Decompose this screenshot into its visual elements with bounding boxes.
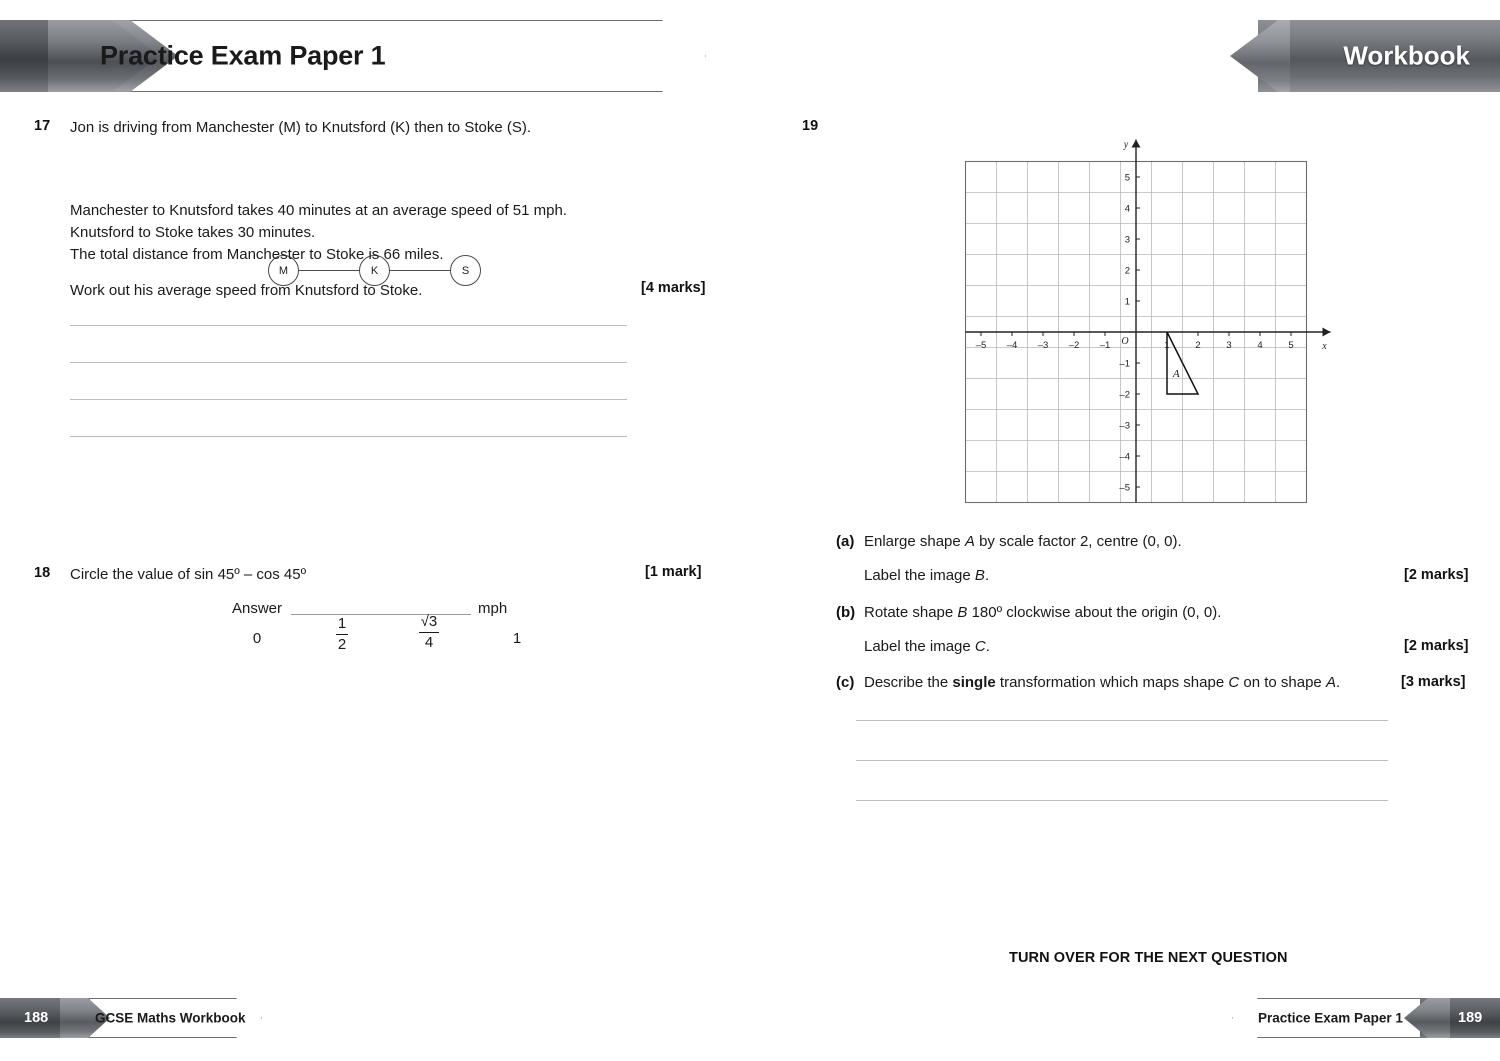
- x-tick-label: 3: [1226, 340, 1232, 351]
- fraction-bar: [419, 632, 440, 633]
- footer-page-number-right: 189: [1458, 1010, 1483, 1026]
- fraction-one-half: [336, 616, 348, 653]
- option-0[interactable]: 0: [252, 630, 262, 647]
- answer-unit: mph: [478, 600, 508, 617]
- fraction-bar: [336, 634, 348, 635]
- x-tick-label: –2: [1068, 340, 1080, 351]
- option-2[interactable]: [410, 614, 448, 651]
- answer-line[interactable]: [70, 436, 627, 437]
- footer-left: [0, 998, 300, 1038]
- question-17-stem: Jon is driving from Manchester (M) to Knutsford (K) then to Stoke (S).: [70, 119, 532, 136]
- y-tick-label: 4: [1124, 203, 1130, 215]
- x-tick-label: –4: [1006, 340, 1018, 351]
- footer-right: [1190, 998, 1500, 1038]
- part-a-label: (a): [836, 533, 855, 550]
- part-a-line-2: Label the image B.: [864, 567, 990, 584]
- route-node-m: M: [268, 255, 299, 286]
- answer-blank-input[interactable]: [291, 600, 471, 615]
- y-tick-label: 1: [1124, 296, 1130, 308]
- x-axis-label: x: [1322, 341, 1327, 352]
- route-node-s: S: [450, 255, 481, 286]
- left-column: [0, 108, 760, 968]
- question-17-fact-1: Manchester to Knutsford takes 40 minutes at an average speed of 51 mph.: [70, 202, 567, 219]
- x-axis-arrow-icon: [1323, 328, 1331, 337]
- answer-line[interactable]: [856, 760, 1388, 761]
- answer-field-row: [232, 600, 507, 617]
- question-17-fact-2: Knutsford to Stoke takes 30 minutes.: [70, 224, 316, 241]
- part-c-marks: [3 marks]: [1401, 674, 1466, 690]
- answer-line[interactable]: [70, 399, 627, 400]
- fraction-denominator: 2: [337, 635, 347, 653]
- footer-book-title: GCSE Maths Workbook: [95, 1010, 246, 1026]
- y-tick-label: –4: [1119, 451, 1130, 463]
- answer-line[interactable]: [70, 362, 627, 363]
- header-right-banner: [1230, 20, 1500, 92]
- x-tick-label: 1: [1164, 340, 1170, 351]
- y-tick-label: –2: [1119, 389, 1130, 401]
- footer-paper-title: Practice Exam Paper 1: [1258, 1010, 1403, 1026]
- route-node-k: K: [359, 255, 390, 286]
- y-tick-label: 2: [1124, 265, 1130, 277]
- answer-line[interactable]: [856, 800, 1388, 801]
- part-b-marks: [2 marks]: [1404, 638, 1469, 654]
- fraction-numerator: 1: [337, 615, 347, 632]
- y-axis-arrow-icon: [1132, 140, 1141, 148]
- part-b-label: (b): [836, 604, 856, 621]
- question-17-marks: [4 marks]: [641, 280, 706, 296]
- coordinate-grid-chart[interactable]: [955, 122, 1365, 522]
- question-19-number: 19: [802, 118, 819, 134]
- answer-line[interactable]: [70, 325, 627, 326]
- question-17-task: Work out his average speed from Knutsford to Stoke.: [70, 282, 423, 299]
- option-3[interactable]: 1: [512, 630, 522, 647]
- page-header: [0, 0, 1500, 108]
- y-tick-label: –5: [1119, 482, 1130, 494]
- footer-page-number-left: 188: [24, 1010, 49, 1026]
- header-left-banner: [0, 20, 706, 92]
- question-17-fact-3: The total distance from Manchester to Stoke is 66 miles.: [70, 246, 444, 263]
- option-1[interactable]: [325, 616, 359, 653]
- question-18-stem: Circle the value of sin 45º – cos 45º: [70, 566, 307, 583]
- x-tick-label: –3: [1037, 340, 1049, 351]
- route-edge-mk: [299, 270, 359, 271]
- y-axis-label: y: [1123, 139, 1129, 151]
- part-a-line-1: Enlarge shape A by scale factor 2, centre (0, 0).: [864, 533, 1182, 550]
- part-b-line-2: Label the image C.: [864, 638, 990, 655]
- origin-label: O: [1121, 336, 1129, 347]
- fraction-numerator: √3: [420, 613, 438, 630]
- part-a-marks: [2 marks]: [1404, 567, 1469, 583]
- part-c-label: (c): [836, 674, 855, 691]
- x-tick-label: –1: [1099, 340, 1111, 351]
- x-tick-label: 4: [1257, 340, 1263, 351]
- answer-label: Answer: [232, 600, 283, 617]
- y-tick-label: –1: [1119, 358, 1130, 370]
- part-b-line-1: Rotate shape B 180º clockwise about the origin (0, 0).: [864, 604, 1222, 621]
- question-18-number: 18: [34, 565, 51, 581]
- part-c-line-1: Describe the single transformation which maps shape C on to shape A.: [864, 674, 1341, 691]
- y-tick-label: –3: [1119, 420, 1130, 432]
- workbook-badge: Workbook: [1343, 40, 1470, 71]
- x-tick-label: 2: [1195, 340, 1201, 351]
- question-17-number: 17: [34, 118, 51, 134]
- turn-over-notice: TURN OVER FOR THE NEXT QUESTION: [1009, 950, 1288, 966]
- shape-label-A: A: [1172, 367, 1180, 380]
- coordinate-grid-svg: [955, 122, 1365, 522]
- x-tick-label: –5: [975, 340, 987, 351]
- y-tick-label: 5: [1124, 172, 1130, 184]
- fraction-root3-over-4: [419, 614, 440, 651]
- question-18-marks: [1 mark]: [645, 564, 702, 580]
- y-tick-label: 3: [1124, 234, 1130, 246]
- fraction-denominator: 4: [424, 633, 434, 651]
- x-tick-label: 5: [1288, 340, 1294, 351]
- answer-line[interactable]: [856, 720, 1388, 721]
- page-title: Practice Exam Paper 1: [100, 40, 386, 71]
- route-edge-ks: [390, 270, 450, 271]
